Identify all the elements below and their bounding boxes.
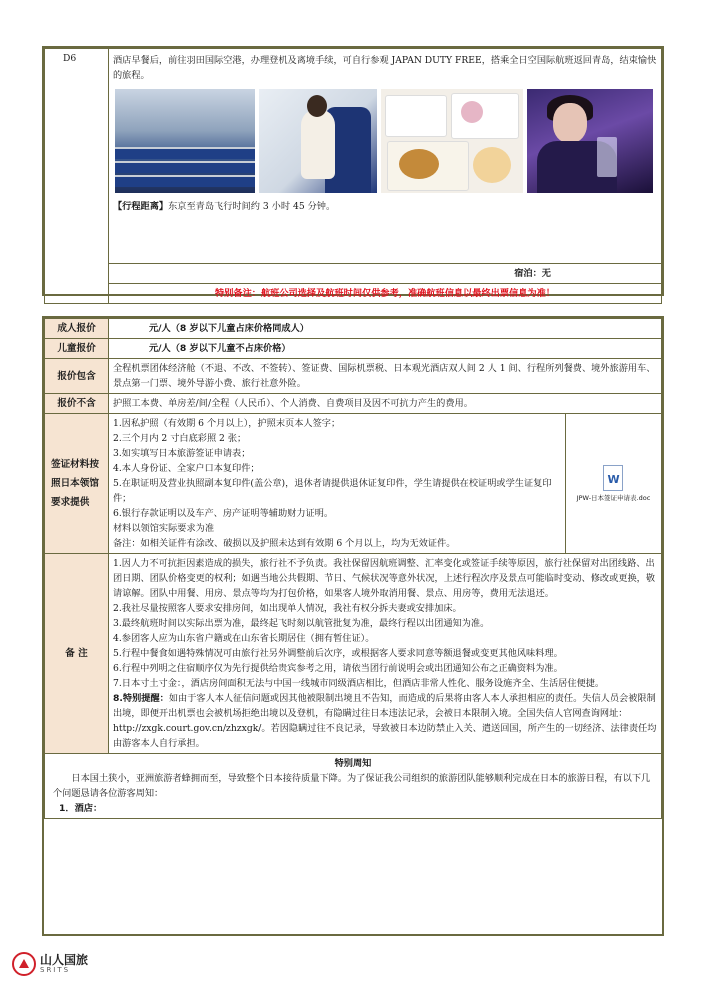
- exclude-label: 报价不含: [45, 394, 109, 414]
- distance-label: 【行程距离】: [113, 201, 169, 212]
- visa-item: 6.银行存款证明以及车产、房产证明等辅助财力证明。: [113, 508, 334, 519]
- day6-frame: [42, 46, 664, 299]
- attendant-photo: [527, 89, 653, 193]
- include-label: 报价包含: [45, 359, 109, 394]
- visa-file-name[interactable]: JPW-日本签证申请表.doc: [576, 493, 651, 502]
- exclude-value: 护照工本费、单房差/间/全程（人民币）、个人消费、自费项目及因不可抗力产生的费用。: [109, 394, 662, 414]
- remark-item: 2.我社尽量按照客人要求安排房间，如出现单人情况，我社有权分拆夫妻或安排加床。: [113, 603, 462, 614]
- remark-item: 5.行程中餐食如遇特殊情况可由旅行社另外调整前后次序，或根据客人要求同意等额退餐或变更其他风味料理。: [113, 648, 563, 659]
- adult-price-label: 成人报价: [45, 319, 109, 339]
- day6-content: [109, 49, 662, 264]
- remark-item: 3.最终航班时间以实际出票为准，最终起飞时刻以航管批复为准，最终行程以出团通知为准。: [113, 618, 490, 629]
- remarks-items: [109, 554, 662, 754]
- visa-item: 4.本人身份证、全家户口本复印件；: [113, 463, 260, 474]
- photo-strip: [115, 89, 657, 193]
- child-price-value: 元/人（8 岁以下儿童不占床价格）: [109, 339, 662, 359]
- remarks-label: 备 注: [45, 554, 109, 754]
- notice-item-hotel: 1．酒店：: [59, 803, 103, 814]
- child-price-label: 儿童报价: [45, 339, 109, 359]
- visa-item: 1.因私护照（有效期 6 个月以上），护照末页本人签字；: [113, 418, 341, 429]
- visa-item: 5.在职证明及营业执照副本复印件(盖公章)，退休者请提供退休证复印件，学生请提供在校证明或学生证复印件；: [113, 478, 552, 504]
- visa-item: 材料以领馆实际要求为准: [113, 523, 215, 534]
- remark-item: 1.因人力不可抗拒因素造成的损失，旅行社不予负责。我社保留因航班调整、汇率变化或签证手续等原因，旅行社保留对出团线路、出团日期、团队价格变更的权利；如遇当地公共假期、节日、气候状况等意外状况，上述行程次序及景点可能临时变动、修改或更换，敬请谅解。团队中用餐、用房、景点等均为打包价格，如果客人境外取消用餐、景点、用房等，费用无法退还。: [113, 558, 656, 599]
- visa-label: 签证材料按照日本领馆要求提供: [45, 414, 109, 554]
- remark-item: 6.行程中列明之住宿顺序仅为先行提供给贵宾参考之用，请依当团行前说明会或出团通知公布之正确资料为准。: [113, 663, 563, 674]
- day6-table: [44, 48, 662, 304]
- notice-title: 特别周知: [334, 758, 372, 769]
- warning-text: 如由于客人本人征信问题或因其他被限制出境且不告知，而造成的后果将由客人本人承担相应的责任。失信人员会被限制出境，即便开出机票也会被机场拒绝出境以及登机，有隐瞒过往日本违法记录，会被日本限制入境。全国失信人官网查询网址：http://zxgk.court.gov.cn/zhzxgk/。若因隐瞒过往不良记录，导致被日本边防禁止入关、遣送回国，所产生的一切经济、法律责任均由游客本人自行承担。: [113, 693, 657, 749]
- day-label: D6: [45, 49, 109, 304]
- visa-item: 备注：如相关证件有涂改、破损以及护照未达到有效期 6 个月以上，均为无效证件。: [113, 538, 456, 549]
- include-value: 全程机票团体经济舱（不退、不改、不签转）、签证费、国际机票税、日本观光酒店双人间 2 人 1 间、行程所列餐费、境外旅游用车、景点第一门票、境外导游小费、旅行社意外险。: [109, 359, 662, 394]
- notice-cell: [45, 754, 662, 819]
- notice-text: 日本国土狭小，亚洲旅游者蜂拥而至，导致整个日本接待质量下降。为了保证我公司组织的旅游团队能够顺利完成在日本的旅游日程，有以下几个问题恳请各位游客周知：: [53, 773, 651, 799]
- visa-items: [109, 414, 566, 554]
- brand-name: 山人国旅: [40, 953, 89, 967]
- day6-description: 酒店早餐后，前往羽田国际空港，办理登机及离境手续，可自行参观 JAPAN DUTY FREE，搭乘全日空国际航班返回青岛，结束愉快的旅程。: [113, 55, 657, 81]
- info-table: [44, 318, 662, 819]
- brand-sub: SRITS: [40, 966, 71, 974]
- mountain-logo-icon: [12, 952, 36, 976]
- remark-item: 7.日本寸土寸金：，酒店房间面积无法与中国一线城市同级酒店相比，但酒店非常人性化、服务设施齐全、生活居住便捷。: [113, 678, 605, 689]
- visa-attachment[interactable]: [565, 414, 661, 554]
- adult-price-value: 元/人（8 岁以下儿童占床价格同成人）: [109, 319, 662, 339]
- brand-logo: [12, 952, 88, 976]
- visa-item: 2.三个月内 2 寸白底彩照 2 张；: [113, 433, 247, 444]
- distance-line: [113, 199, 657, 214]
- special-note: 特别备注：航班公司选择及航班时间仅供参考，准确航班信息以最终出票信息为准！: [109, 284, 662, 304]
- passenger-photo: [259, 89, 377, 193]
- info-frame: [42, 316, 664, 936]
- stay-cell: [109, 264, 662, 284]
- distance-text: 东京至青岛飞行时间约 3 小时 45 分钟。: [168, 201, 336, 212]
- cabin-photo: [115, 89, 255, 193]
- word-doc-icon[interactable]: [603, 465, 623, 491]
- stay-text: 宿泊：无: [514, 268, 551, 279]
- warning-title: 8.特别提醒：: [113, 693, 169, 704]
- meal-photo: [381, 89, 523, 193]
- remark-item: 4.参团客人应为山东省户籍或在山东省长期居住（拥有暂住证）。: [113, 633, 375, 644]
- remark-warning: [113, 691, 657, 751]
- visa-item: 3.如实填写日本旅游签证申请表；: [113, 448, 251, 459]
